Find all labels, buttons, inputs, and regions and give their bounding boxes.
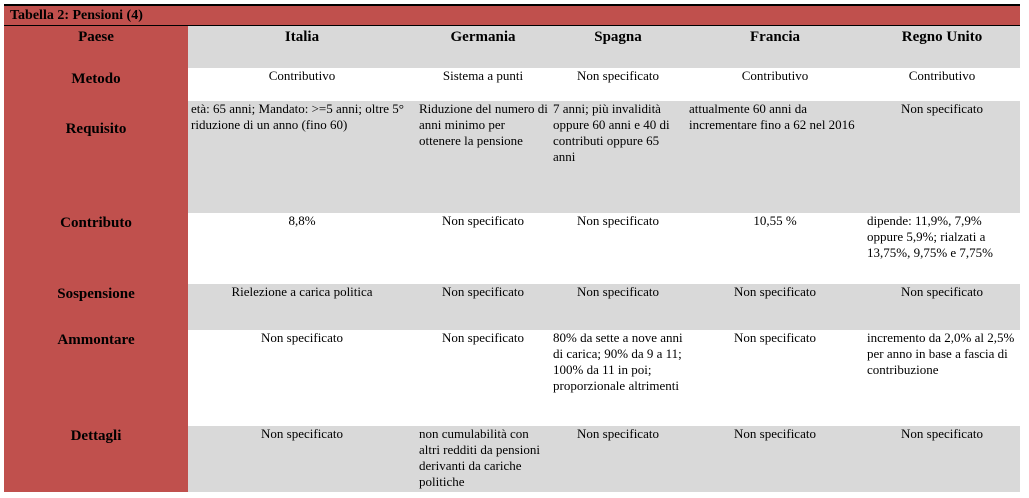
header-row	[4, 26, 1020, 68]
table-cell: Non specificato	[188, 330, 416, 426]
corner-label: Paese	[4, 26, 188, 68]
table-cell: Non specificato	[686, 330, 864, 426]
row-label-requisito: Requisito	[4, 101, 188, 213]
pension-table-frame	[4, 4, 1020, 492]
table-cell: Contributivo	[864, 68, 1020, 101]
table-cell: Non specificato	[550, 426, 686, 492]
row-label-ammontare: Ammontare	[4, 330, 188, 426]
table-row	[4, 101, 1020, 213]
table-cell: incremento da 2,0% al 2,5% per anno in base a fascia di contribuzione	[864, 330, 1020, 426]
table-cell: 10,55 %	[686, 213, 864, 284]
table-cell: 80% da sette a nove anni di carica; 90% da 9 a 11; 100% da 11 in poi; proporzionale altrimenti	[550, 330, 686, 426]
table-row	[4, 330, 1020, 426]
country-regno-unito: Regno Unito	[864, 26, 1020, 68]
table-cell: Non specificato	[550, 68, 686, 101]
table-caption: Tabella 2: Pensioni (4)	[4, 6, 1020, 26]
country-francia: Francia	[686, 26, 864, 68]
table-cell: Non specificato	[550, 284, 686, 330]
table-cell: Non specificato	[416, 284, 550, 330]
table-cell: Riduzione del numero di anni minimo per ottenere la pensione	[416, 101, 550, 213]
table-row	[4, 213, 1020, 284]
table-cell: età: 65 anni; Mandato: >=5 anni; oltre 5° riduzione di un anno (fino 60)	[188, 101, 416, 213]
table-row	[4, 68, 1020, 101]
table-cell: Rielezione a carica politica	[188, 284, 416, 330]
row-label-sospensione: Sospensione	[4, 284, 188, 330]
table-cell: Non specificato	[864, 426, 1020, 492]
table-cell: Contributivo	[686, 68, 864, 101]
table-cell: Contributivo	[188, 68, 416, 101]
table-row	[4, 284, 1020, 330]
table-row	[4, 426, 1020, 492]
table-cell: Non specificato	[686, 426, 864, 492]
table-cell: Sistema a punti	[416, 68, 550, 101]
table-cell: Non specificato	[686, 284, 864, 330]
row-label-dettagli: Dettagli	[4, 426, 188, 492]
table-cell: Non specificato	[416, 330, 550, 426]
country-germania: Germania	[416, 26, 550, 68]
country-italia: Italia	[188, 26, 416, 68]
table-cell: dipende: 11,9%, 7,9% oppure 5,9%; rialzati a 13,75%, 9,75% e 7,75%	[864, 213, 1020, 284]
pension-table	[4, 26, 1020, 492]
row-label-metodo: Metodo	[4, 68, 188, 101]
table-cell: Non specificato	[188, 426, 416, 492]
table-cell: Non specificato	[416, 213, 550, 284]
table-cell: Non specificato	[864, 101, 1020, 213]
country-spagna: Spagna	[550, 26, 686, 68]
table-cell: 8,8%	[188, 213, 416, 284]
table-cell: non cumulabilità con altri redditi da pensioni derivanti da cariche politiche	[416, 426, 550, 492]
table-cell: 7 anni; più invalidità oppure 60 anni e 40 di contributi oppure 65 anni	[550, 101, 686, 213]
table-cell: Non specificato	[550, 213, 686, 284]
row-label-contributo: Contributo	[4, 213, 188, 284]
table-cell: attualmente 60 anni da incrementare fino a 62 nel 2016	[686, 101, 864, 213]
table-cell: Non specificato	[864, 284, 1020, 330]
